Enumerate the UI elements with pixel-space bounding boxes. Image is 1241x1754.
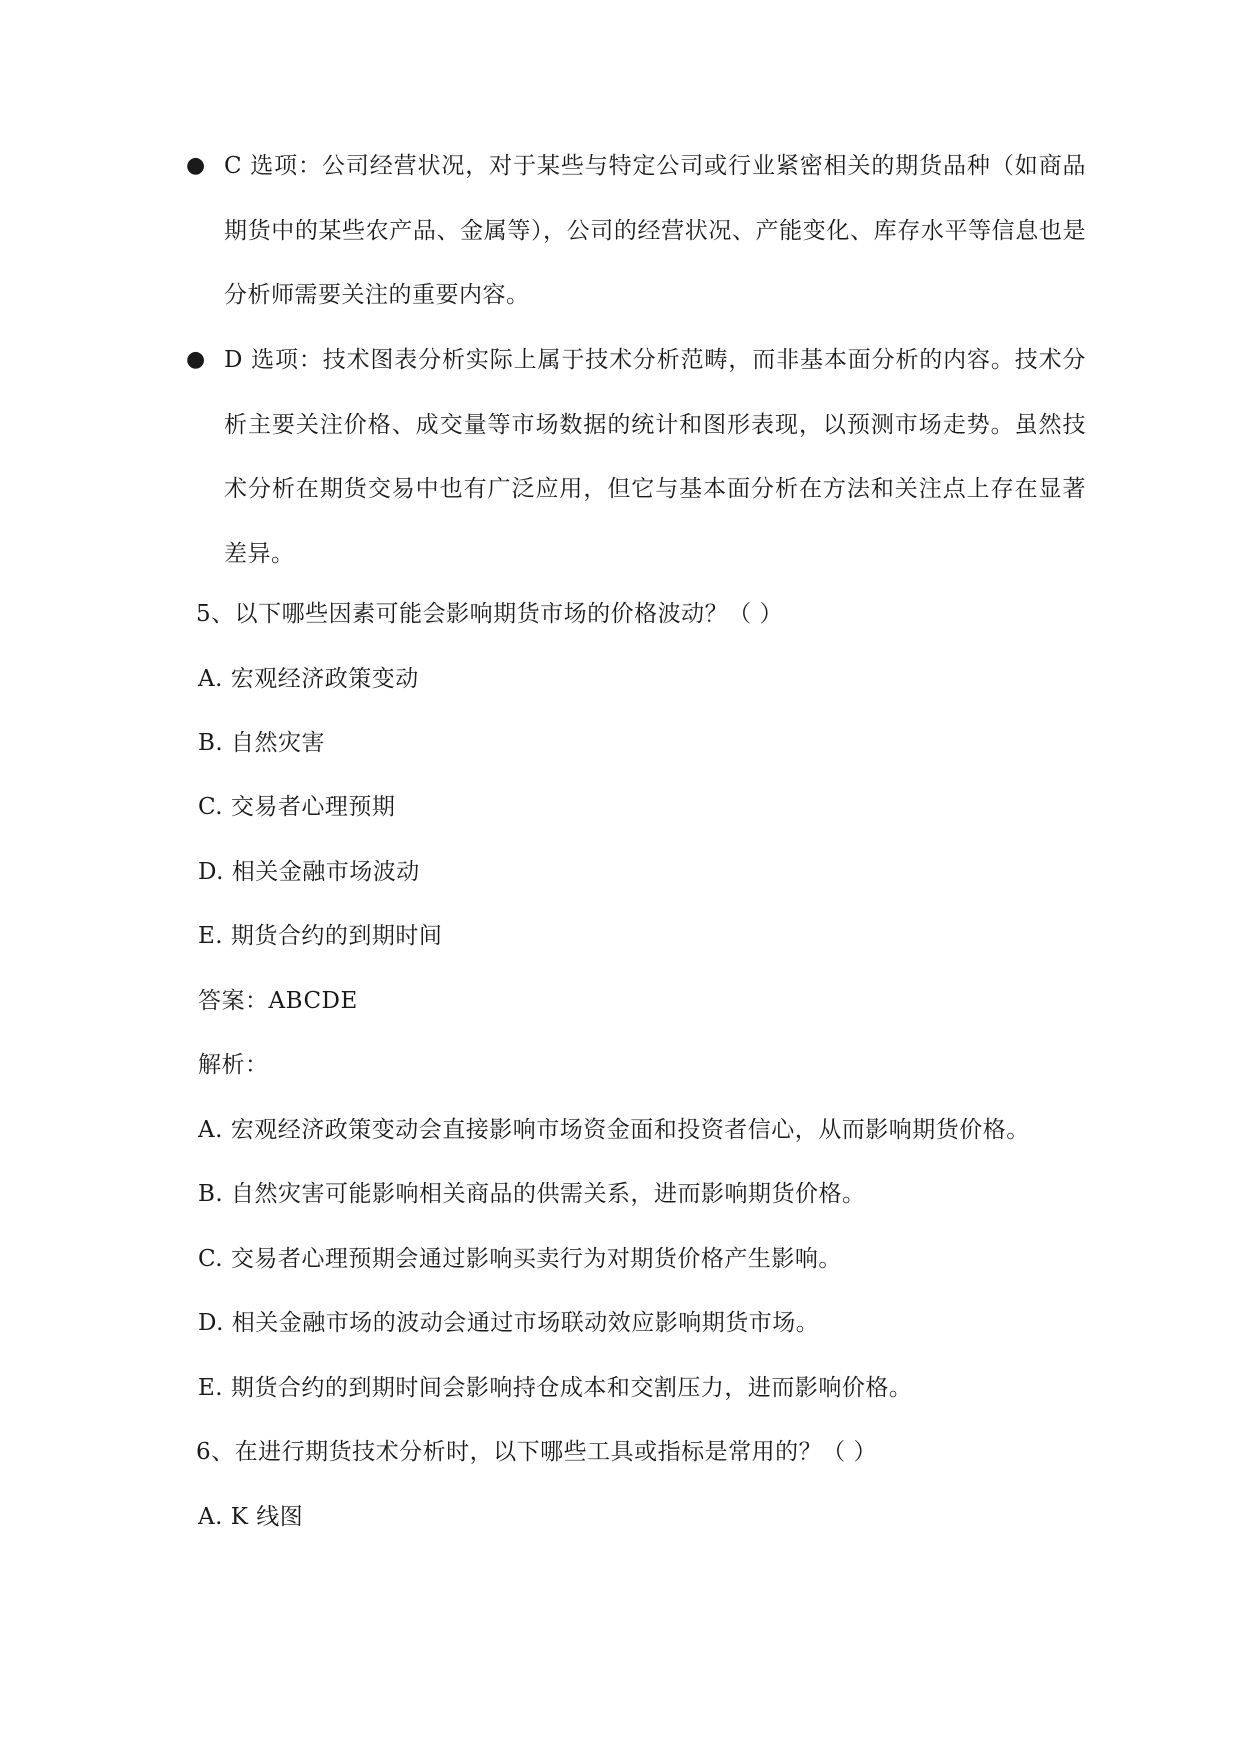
analysis-label: 解析： bbox=[198, 1052, 269, 1078]
bullet-text: D 选项：技术图表分析实际上属于技术分析范畴，而非基本面分析的内容。技术分析主要关注价格、成交量等市场数据的统计和图形表现，以预测市场走势。虽然技术分析在期货交易中也有广泛应用，但它与基本面分析在方法和关注点上存在显著差异。 bbox=[224, 347, 1086, 567]
option-b: B. 自然灾害 bbox=[198, 730, 326, 756]
q6-option-a: A. K 线图 bbox=[198, 1504, 304, 1530]
bullet-icon: ● bbox=[186, 153, 206, 178]
option-d: D. 相关金融市场波动 bbox=[198, 859, 420, 885]
answer-line: 答案：ABCDE bbox=[198, 988, 358, 1014]
bullet-icon: ● bbox=[186, 347, 206, 372]
option-a: A. 宏观经济政策变动 bbox=[198, 666, 419, 692]
bullet-item-c bbox=[186, 134, 1086, 328]
analysis-e: E. 期货合约的到期时间会影响持仓成本和交割压力，进而影响价格。 bbox=[198, 1375, 913, 1401]
option-c: C. 交易者心理预期 bbox=[198, 794, 396, 820]
bullet-item-d bbox=[186, 328, 1086, 586]
analysis-a: A. 宏观经济政策变动会直接影响市场资金面和投资者信心，从而影响期货价格。 bbox=[198, 1117, 1030, 1143]
analysis-c: C. 交易者心理预期会通过影响买卖行为对期货价格产生影响。 bbox=[198, 1246, 842, 1272]
option-e: E. 期货合约的到期时间 bbox=[198, 923, 443, 949]
analysis-d: D. 相关金融市场的波动会通过市场联动效应影响期货市场。 bbox=[198, 1310, 820, 1336]
analysis-b: B. 自然灾害可能影响相关商品的供需关系，进而影响期货价格。 bbox=[198, 1181, 866, 1207]
question-5-stem: 5、以下哪些因素可能会影响期货市场的价格波动？（ ） bbox=[196, 601, 783, 627]
question-6-stem: 6、在进行期货技术分析时，以下哪些工具或指标是常用的？（ ） bbox=[196, 1439, 877, 1465]
bullet-text: C 选项：公司经营状况，对于某些与特定公司或行业紧密相关的期货品种（如商品期货中的某些农产品、金属等），公司的经营状况、产能变化、库存水平等信息也是分析师需要关注的重要内容。 bbox=[224, 153, 1086, 308]
